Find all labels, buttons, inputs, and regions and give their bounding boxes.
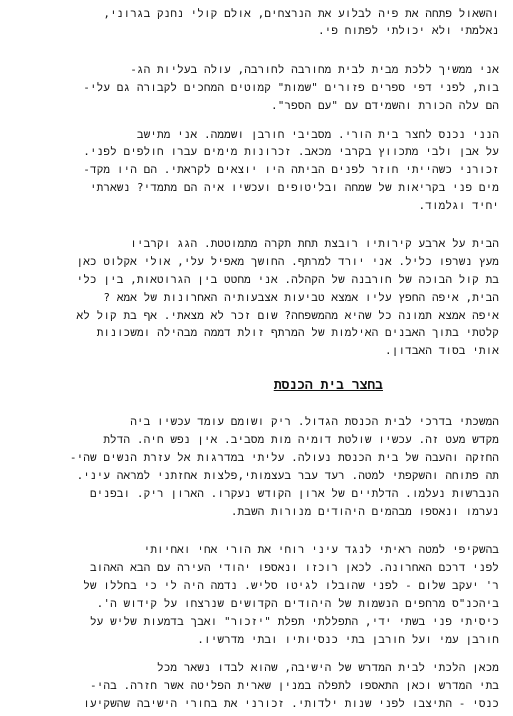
text-line: הנברשות נעלמו. הדלתיים של ארון הקודש נעקרו. הארון ריק. ובפנים (89, 487, 499, 500)
text-line: קלטתי בתוך האבנים האילמות של המרתף זולת דממה מבהילה ומשכונות (96, 326, 499, 339)
text-line: ר' יעקב שלום - לפני שהובלו לגיטו סליש. נדמה היה לי כי בחללו של (83, 579, 499, 592)
text-line: בת קול הבוכה של חורבנה של הקהלה. אני מחטט בין הגרוטאות, בין כלי (76, 273, 499, 286)
text-line: המשכתי בדרכי לבית הכנסת הגדול. ריק ושומם עומד עכשיו ביה (130, 415, 499, 428)
text-line: בהשקיפי למטה ראיתי לנגד עיני רוחי את הורי אחי ואחיותי (143, 543, 499, 556)
text-line: כיסיתי פני בשתי ידי, התפללתי תפלת "יזכור" ואבך בדמעות שליש על (89, 615, 499, 628)
text-line: על אבן ולבי מתכווץ בקרבי מכאב. זכרונות מימים עברו חולפים לפני. (83, 145, 499, 158)
text-line: כנסי - התיצבו לפני שנות ילדותי. זכורני את בחורי הישיבה שהשקיעו (83, 697, 499, 710)
text-line: חורבן עמי ועל חורבן בתי כנסיותיו ובתי מדרשיו. (197, 633, 499, 646)
text-line: הבית, איפה החפץ עליו אמצא טביעות אצבעותיה האחרונות של אמא ? (103, 291, 499, 304)
text-line: בתי המדרש וכאן התאספו לתפלה במנין שארית הפליטה אשר חזרה. בהי- (89, 679, 499, 692)
text-line: והשאול פתחה את פיה לבלוע את הנרצחים, אולם קולי נחנק בגרוני, (103, 7, 499, 20)
text-line: מקדש מעט זה. עכשיו שולטת דומיה מות מסביב. אין נפש חיה. הדלת (103, 433, 499, 446)
text-line: הבית על ארבע קירותיו רובצת תחת תקרה מתמוטטת. הגג וקרביו (130, 237, 499, 250)
text-line: זכורני כשהייתי חוזר לפנים הביתה היו יוצאים לקראתי. הם היו מקד- (83, 163, 499, 176)
text-line: אותי בסוד האבדון. (385, 344, 499, 357)
text-line: ביהכנ"ס מרחפים הנשמות של היהודים הקדושים שנרצחו על קידוש ה'. (96, 597, 499, 610)
text-line: לפני דרכם האחרונה. לכאן רוכזו ונאספו יהודי העירה עם הבא האהוב (89, 561, 499, 574)
section-heading: בחצר בית הכנסת (273, 378, 383, 393)
text-line: בות, לפני דפי ספרים פזורים "שמות" קמוטים המחכים לקבורה גם עלי- (83, 81, 499, 94)
text-line: מכאן הלכתי לבית המדרש של הישיבה, שהוא לבדו נשאר מכל (157, 661, 499, 674)
text-line: נאלמתי ולא יכולתי לפתוח פי. (317, 24, 499, 37)
text-line: יחיד וגלמוד. (418, 199, 499, 212)
text-line: הם עלה הכורת והשמידם עם "עם הספר". (270, 99, 499, 112)
text-line: נערמו ונאספו מבהמים היהודים מנורות השבת. (230, 505, 499, 518)
text-line: מים פני בקריאות של שמחה ובליטופים ועכשיו איה הם מתמדי? נשארתי (89, 181, 499, 194)
text-line: איפה אמצא תמונה כל שהיא מהמשפחה? שום זכר לא מצאתי. אף בת קול לא (76, 309, 499, 322)
text-line: תה פתוחה והשקפתי למטה. רעד עבר בעצמותי,פלצות אחזתני למראה עיני. (76, 469, 499, 482)
text-line: מעץ נשרפו כליל. אני יורד למרתף. החושך מאפיל עלי, אולי אקלוט כאן (76, 255, 499, 268)
text-line: אני ממשיך ללכת מבית לבית מחורבה לחורבה, עולה בעליות הג- (130, 63, 499, 76)
text-line: הנני נכנס לחצר בית הורי. מסביבי חורבן ושממה. אני מתישב (136, 128, 499, 141)
text-line: החזקה והעבה של בית הכנסת נעולה. עליתי במדרגות אל עזרת הנשים שהי- (69, 451, 499, 464)
